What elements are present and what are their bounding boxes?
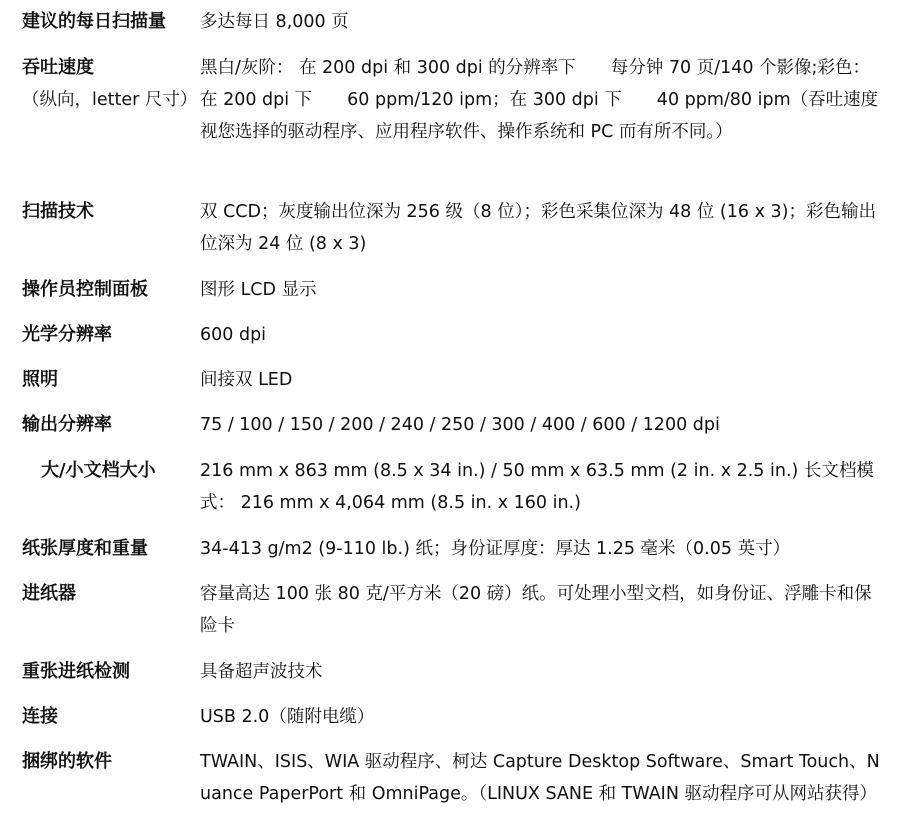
spec-row-bundled-software <box>0 746 920 810</box>
spec-sublabel: （纵向，letter 尺寸） <box>22 90 198 110</box>
spec-label: 输出分辨率 <box>22 414 112 435</box>
spec-row-feeder <box>0 578 920 642</box>
spec-label: 建议的每日扫描量 <box>22 11 166 32</box>
spec-value: TWAIN、ISIS、WIA 驱动程序、柯达 Capture Desktop Software、Smart Touch、Nuance PaperPort 和 OmniPage。（LINUX SANE 和 TWAIN 驱动程序可从网站获得） <box>200 752 880 804</box>
spec-label: 进纸器 <box>22 583 76 604</box>
spec-label: 大/小文档大小 <box>41 460 156 481</box>
spec-value: 具备超声波技术 <box>200 662 323 682</box>
spec-value: 多达每日 8,000 页 <box>200 12 349 32</box>
spec-value: 216 mm x 863 mm (8.5 x 34 in.) / 50 mm x 63.5 mm (2 in. x 2.5 in.) 长文档模式： 216 mm x 4,064 mm (8.5 in. x 160 in.) <box>200 461 874 513</box>
spec-value: 34-413 g/m2 (9-110 lb.) 纸；身份证厚度：厚达 1.25 毫米（0.05 英寸） <box>200 539 791 559</box>
spec-value: 黑白/灰阶： 在 200 dpi 和 300 dpi 的分辨率下 每分钟 70 页/140 个影像;彩色： 在 200 dpi 下 60 ppm/120 ipm；在 300 dpi 下 40 ppm/80 ipm（吞吐速度视您选择的驱动程序、应用程序软件、操作系统和 PC 而有所不同。） <box>200 58 879 142</box>
spec-row-control-panel <box>0 274 920 306</box>
spec-value: 容量高达 100 张 80 克/平方米（20 磅）纸。可处理小型文档，如身份证、浮雕卡和保险卡 <box>200 584 872 636</box>
spec-label: 照明 <box>22 369 58 390</box>
spec-label: 吞吐速度 <box>22 57 94 78</box>
spec-row-throughput <box>0 52 920 148</box>
spec-label: 光学分辨率 <box>22 324 112 345</box>
spec-row-output-resolution <box>0 409 920 441</box>
spec-row-illumination <box>0 364 920 396</box>
spec-row-scan-technology <box>0 196 920 260</box>
spec-row-daily-volume <box>0 6 920 38</box>
spec-row-connectivity <box>0 701 920 733</box>
spec-label: 捆绑的软件 <box>22 751 112 772</box>
spec-label: 连接 <box>22 706 58 727</box>
spec-label: 纸张厚度和重量 <box>22 538 148 559</box>
spec-value: 600 dpi <box>200 325 267 345</box>
spec-value: 双 CCD；灰度输出位深为 256 级（8 位）；彩色采集位深为 48 位 (16 x 3)；彩色输出位深为 24 位 (8 x 3) <box>200 202 876 254</box>
spec-value: 图形 LCD 显示 <box>200 280 317 300</box>
spec-value: USB 2.0（随附电缆） <box>200 707 375 727</box>
spec-label: 操作员控制面板 <box>22 279 148 300</box>
spec-value: 75 / 100 / 150 / 200 / 240 / 250 / 300 / 400 / 600 / 1200 dpi <box>200 415 720 435</box>
spec-value: 间接双 LED <box>200 370 293 390</box>
spec-row-multifeed-detection <box>0 656 920 688</box>
spec-row-optical-resolution <box>0 319 920 351</box>
spec-row-paper-thickness <box>0 533 920 565</box>
spec-row-document-size <box>0 455 920 519</box>
spec-label: 扫描技术 <box>22 201 94 222</box>
spec-label: 重张进纸检测 <box>22 661 130 682</box>
